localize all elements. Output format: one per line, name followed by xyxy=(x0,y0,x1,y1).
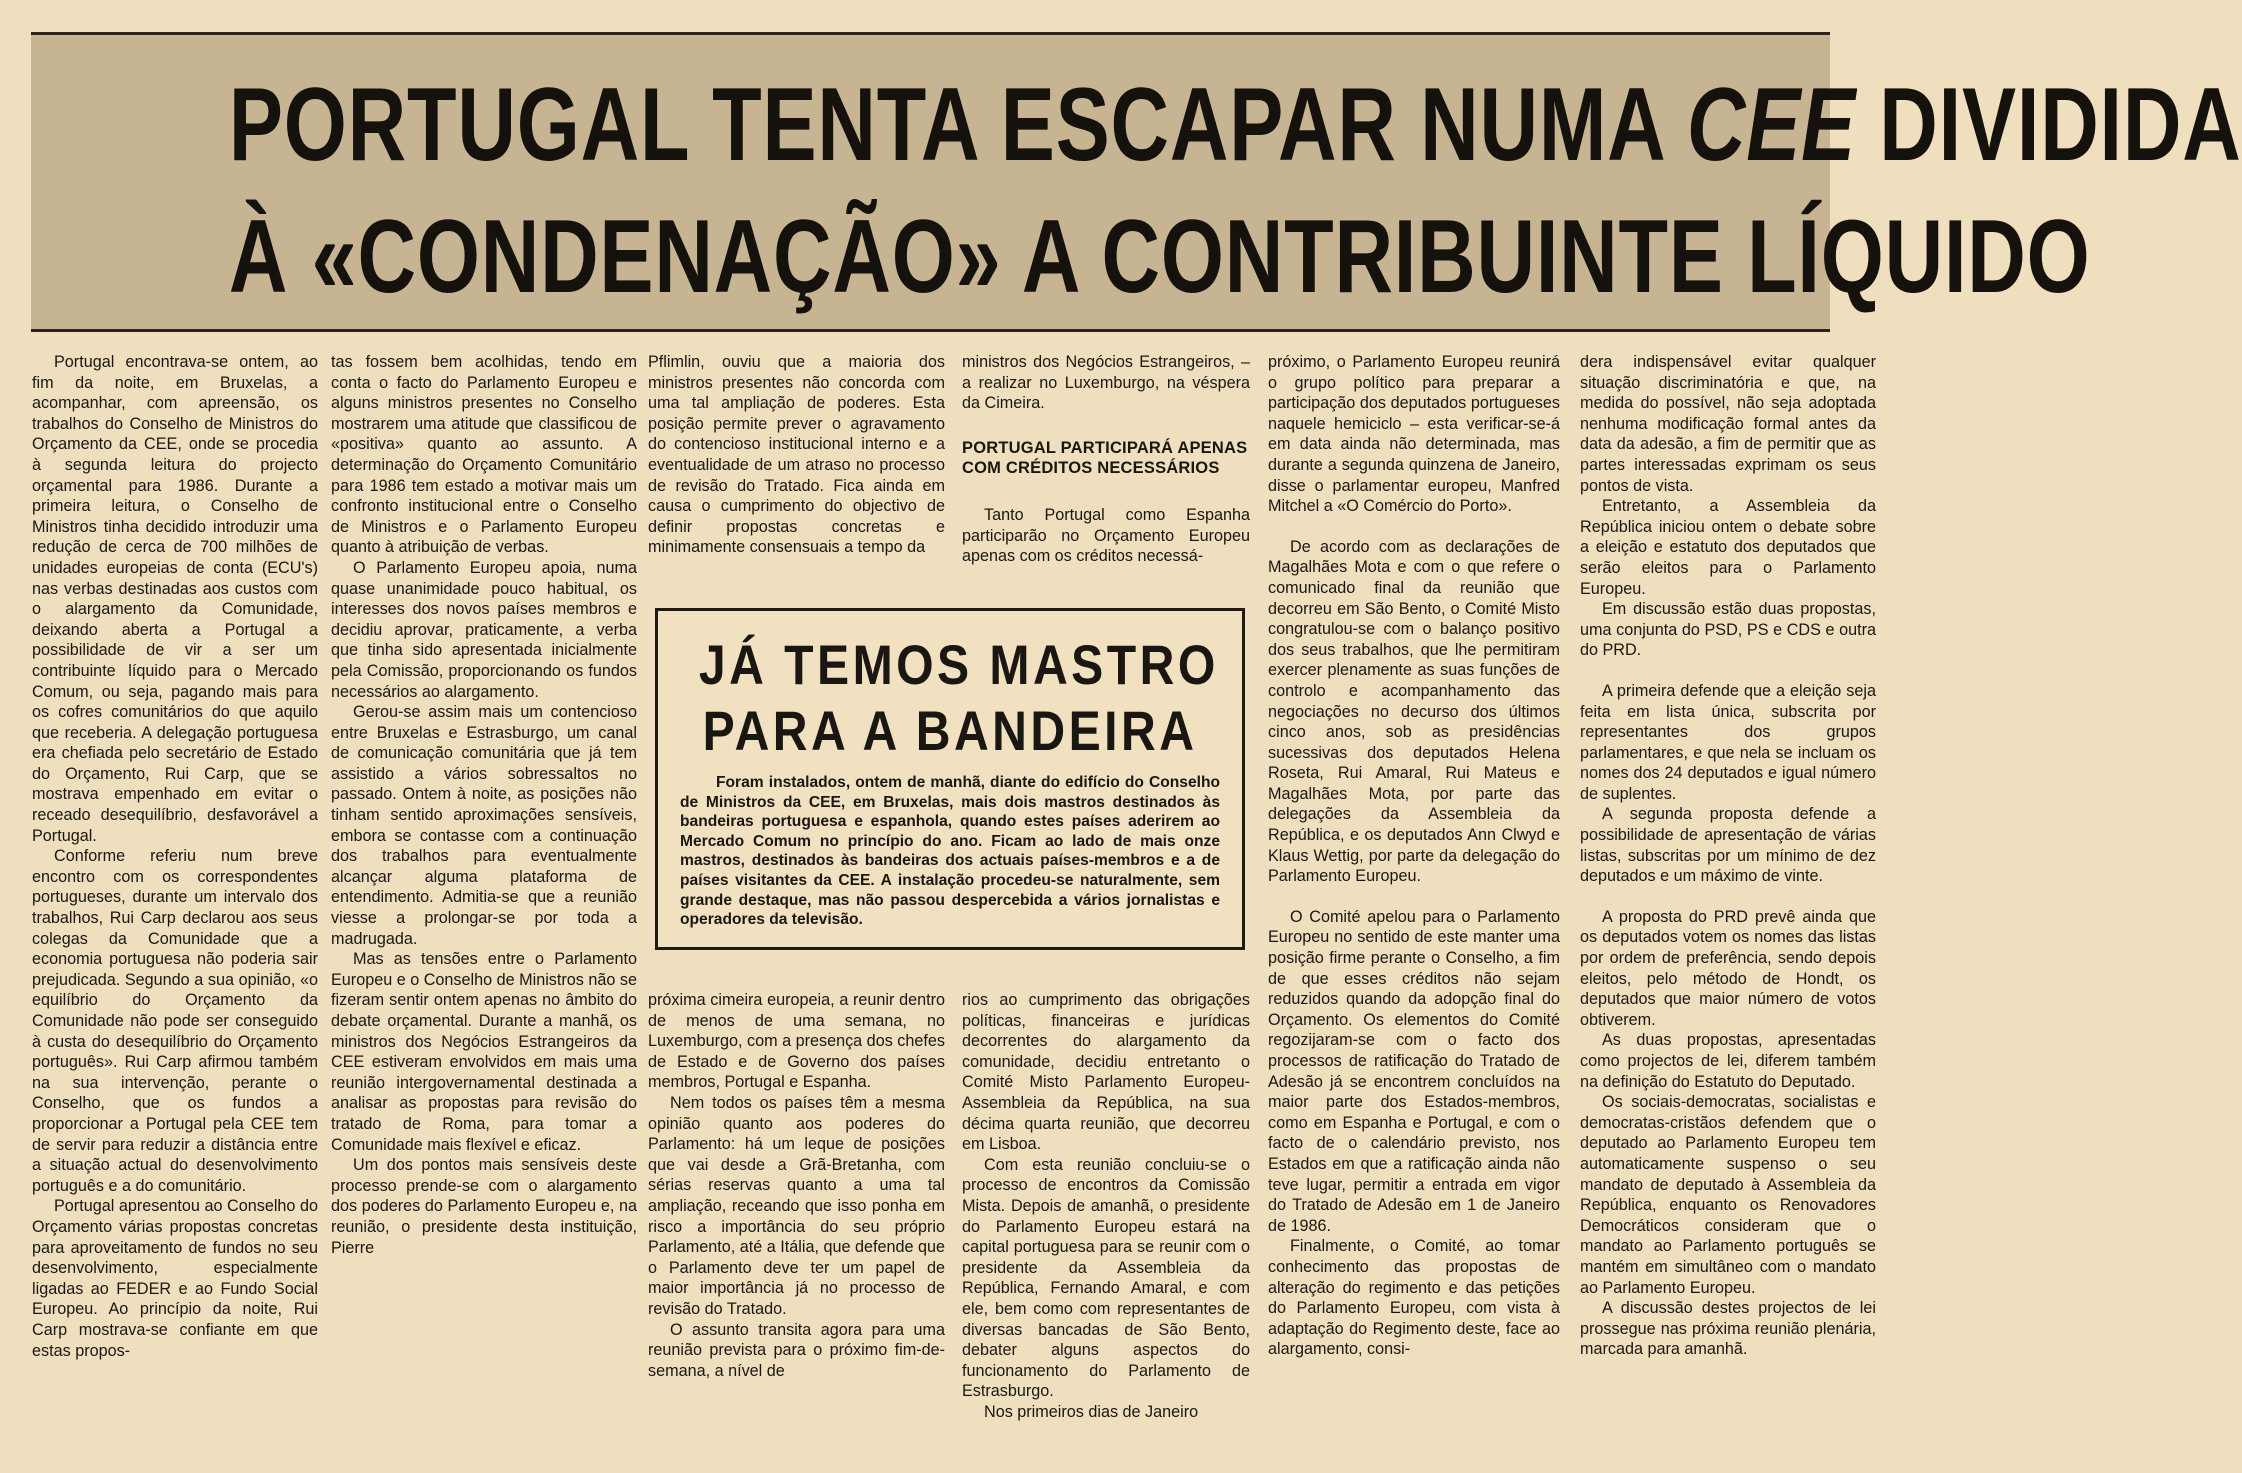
inset-title-line-2: PARA A BANDEIRA xyxy=(702,699,1198,762)
subheading: PORTUGAL PARTICIPARÁ APENAS COM CRÉDITOS NECESSÁRIOS xyxy=(962,438,1248,478)
inset-box xyxy=(655,608,1245,950)
article-column-2 xyxy=(331,352,637,1258)
inset-paragraph: Foram instalados, ontem de manhã, diante do edifício do Conselho de Ministros da CEE, em Bruxelas, mais dois mastros destinados às bandeiras portuguesa e espanhola, quando estes países aderirem ao Mercado Comum no princípio do ano. Ficam ao lado de mais onze mastros, destinados às bandeiras dos actuais países-membros e a de países visitantes da CEE. A instalação procedeu-se naturalmente, sem grande destaque, mas não passou despercebida a vários jornalistas e operadores da televisão. xyxy=(680,774,1220,929)
headline-line-2: À «CONDENAÇÃO» A CONTRIBUINTE LÍQUIDO xyxy=(228,199,2091,315)
paragraph: Tanto Portugal como Espanha participarão no Orçamento Europeu apenas com os créditos necessá- xyxy=(962,505,1250,566)
paragraph: ministros dos Negócios Estrangeiros, – a realizar no Luxemburgo, na véspera da Cimeira. xyxy=(962,353,1250,413)
paragraph: Nos primeiros dias de Janeiro xyxy=(984,1402,1199,1421)
headline-banner xyxy=(31,32,2242,332)
article-column-5 xyxy=(1268,352,1560,1360)
article-column-1 xyxy=(32,352,318,1361)
headline-line-1 xyxy=(228,67,2242,183)
inset-title-line-1: JÁ TEMOS MASTRO xyxy=(698,633,1219,696)
paragraph: De acordo com as declarações de Magalhães Mota e com o que refere o comunicado final da reunião que decorreu em São Bento, o Comité Misto congratulou-se com o balanço positivo dos seus trabalhos, que lhe permitiram exercer plenamente as suas funções de controlo e acompanhamento das negociações no decurso dos últimos cinco anos, sob as presidências sucessivas dos deputados Helena Roseta, Rui Amaral, Rui Mateus e Magalhães Mota, por parte das delegações da Assembleia da República, e os deputados Ann Clwyd e Klaus Wettig, por parte da delegação do Parlamento Europeu. xyxy=(1268,537,1560,886)
paragraph: Finalmente, o Comité, ao tomar conhecimento das propostas de alteração do regimento e das petições do Parlamento Europeu, com vista à adaptação do Regimento deste, face ao alargamento, consi- xyxy=(1268,1237,1560,1359)
article-column-3-bottom xyxy=(648,990,945,1381)
inset-body xyxy=(680,773,1220,930)
paragraph: Portugal encontrava-se ontem, ao fim da noite, em Bruxelas, a acompanhar, com apreensão, os trabalhos do Conselho de Ministros do Orçamento da CEE, onde se procedia à segunda leitura do projecto orçamental para 1986. Durante a primeira leitura, o Conselho de Ministros tinha decidido introduzir uma redução de cerca de 700 milhões de unidades europeias de conta (ECU's) nas verbas destinadas aos custos com o alargamento da Comunidade, deixando aberta a Portugal a possibilidade de vir a ser um contribuinte líquido para o Mercado Comum, ou seja, pagando mais para os cofres comunitários do que aquilo que receberia. A delegação portuguesa era chefiada pelo secretário de Estado do Orçamento, Rui Carp, que se mostrava empenhado em evitar o receado desequilíbrio, desfavorável a Portugal. xyxy=(32,353,318,845)
paragraph: rios ao cumprimento das obrigações políticas, financeiras e jurídicas decorrentes do alargamento da comunidade, decidiu entretanto o Comité Misto Parlamento Europeu-Assembleia da República, na sua décima quarta reunião, que decorreu em Lisboa. xyxy=(962,991,1250,1154)
paragraph: próxima cimeira europeia, a reunir dentro de menos de uma semana, no Luxemburgo, com a presença dos chefes de Estado e de Governo dos países membros, Portugal e Espanha. xyxy=(648,991,945,1092)
article-column-4-top xyxy=(962,352,1250,567)
paragraph: Em discussão estão duas propostas, uma conjunta do PSD, PS e CDS e outra do PRD. xyxy=(1580,600,1876,660)
paragraph: Gerou-se assim mais um contencioso entre Bruxelas e Estrasburgo, um canal de comunicação comunitária que já tem assistido a vários sobressaltos no passado. Ontem à noite, as posições não tinham sentido aproximações sensíveis, embora se contasse com a continuação dos trabalhos para eventualmente alcançar alguma plataforma de entendimento. Admitia-se que a reunião viesse a prolongar-se por toda a madrugada. xyxy=(331,703,637,948)
article-column-3-top xyxy=(648,352,945,558)
headline-text: PORTUGAL TENTA ESCAPAR NUMA xyxy=(228,67,1687,183)
headline-italic-cee: CEE xyxy=(1686,67,1856,183)
paragraph: A segunda proposta defende a possibilidade de apresentação de várias listas, subscritas por um mínimo de dez deputados e um máximo de vinte. xyxy=(1580,805,1876,886)
paragraph: Conforme referiu num breve encontro com os correspondentes portugueses, durante um intervalo dos trabalhos, Rui Carp declarou aos seus colegas da Comunidade que a economia portuguesa não poderia sair prejudicada. Segundo a sua opinião, «o equilíbrio do Orçamento da Comunidade não pode ser conseguido à custa do desequilíbrio do Orçamento português». Rui Carp afirmou também na sua intervenção, perante o Conselho, que os fundos a proporcionar a Portugal pela CEE tem de servir para reduzir a distância entre a situação actual do desenvolvimento português e a do comunitário. xyxy=(32,847,318,1195)
paragraph: A proposta do PRD prevê ainda que os deputados votem os nomes das listas por ordem de preferência, sendo depois eleitos, pelo método de Hondt, os deputados que maior número de votos obtiverem. xyxy=(1580,907,1876,1029)
paragraph: Um dos pontos mais sensíveis deste processo prende-se com o alargamento dos poderes do Parlamento Europeu e, na reunião, o presidente desta instituição, Pierre xyxy=(331,1156,637,1257)
paragraph: O Parlamento Europeu apoia, numa quase unanimidade pouco habitual, os interesses dos novos países membros e decidiu aprovar, praticamente, a verba que tinha sido apresentada inicialmente pela Comissão, proporcionando os fundos necessários ao alargamento. xyxy=(331,558,637,701)
headline-text: DIVIDIDA xyxy=(1855,67,2242,183)
paragraph: Nem todos os países têm a mesma opinião quanto aos poderes do Parlamento: há um leque de posições que vai desde a Grã-Bretanha, com sérias reservas quanto a uma tal ampliação, receando que isso ponha em risco a importância do seu próprio Parlamento, até a Itália, que defende que o Parlamento deve ter um papel de maior importância já no processo de revisão do Tratado. xyxy=(648,1093,945,1318)
article-column-6 xyxy=(1580,352,1876,1360)
article-column-4-bottom xyxy=(962,990,1250,1422)
paragraph: O Comité apelou para o Parlamento Europeu no sentido de este manter uma posição firme perante o Conselho, a fim de que esses créditos não sejam reduzidos quando da adopção final do Orçamento. Os elementos do Comité regozijaram-se com o facto dos processos de ratificação do Tratado de Adesão já se encontrem concluídos na maior parte dos Estados-membros, como em Espanha e Portugal, e com o facto de o calendário previsto, nos Estados em que a ratificação ainda não teve lugar, permitir a entrada em vigor do Tratado de Adesão em 1 de Janeiro de 1986. xyxy=(1268,907,1560,1235)
paragraph: Os sociais-democratas, socialistas e democratas-cristãos defendem que o deputado ao Parlamento Europeu tem automaticamente suspenso o seu mandato de deputado à Assembleia da República, enquanto os Renovadores Democráticos consideram que o mandato ao Parlamento português se mantém em simultâneo com o mandato ao Parlamento Europeu. xyxy=(1580,1093,1876,1297)
paragraph: dera indispensável evitar qualquer situação discriminatória e que, na medida do possível, não seja adoptada nenhuma modificação formal antes da data da adesão, a fim de permitir que as partes interessadas exprimam os seus pontos de vista. xyxy=(1580,353,1876,495)
paragraph: Mas as tensões entre o Parlamento Europeu e o Conselho de Ministros não se fizeram sentir ontem apenas no âmbito do debate orçamental. Durante a manhã, os ministros dos Negócios Estrangeiros da CEE estiveram envolvidos em mais uma reunião intergovernamental destinada a analisar as propostas para revisão do tratado de Roma, para tomar a Comunidade mais flexível e eficaz. xyxy=(331,950,637,1154)
paragraph: Entretanto, a Assembleia da República iniciou ontem o debate sobre a eleição e estatuto dos deputados que serão eleitos para o Parlamento Europeu. xyxy=(1580,497,1876,598)
paragraph: Pflimlin, ouviu que a maioria dos ministros presentes não concorda com uma tal ampliação de poderes. Esta posição permite prever o agravamento do contencioso institucional interno e a eventualidade de um atraso no processo de revisão do Tratado. Fica ainda em causa o cumprimento do objectivo de definir propostas concretas e minimamente consensuais a tempo da xyxy=(648,353,945,557)
paragraph: Com esta reunião concluiu-se o processo de encontros da Comissão Mista. Depois de amanhã, o presidente do Parlamento Europeu estará na capital portuguesa para se reunir com o presidente da Assembleia da República, Fernando Amaral, e com ele, bem como com representantes de diversas bancadas de São Bento, debater alguns aspectos do funcionamento do Parlamento de Estrasburgo. xyxy=(962,1155,1250,1401)
paragraph: A discussão destes projectos de lei prossegue nas próxima reunião plenária, marcada para amanhã. xyxy=(1580,1299,1876,1359)
paragraph: O assunto transita agora para uma reunião prevista para o próximo fim-de-semana, a nível de xyxy=(648,1320,945,1380)
paragraph: próximo, o Parlamento Europeu reunirá o grupo político para preparar a participação dos deputados portugueses naquele hemiciclo – esta verificar-se-á em data ainda não determinada, mas durante a segunda quinzena de Janeiro, disse o parlamentar europeu, Manfred Mitchel a «O Comércio do Porto». xyxy=(1268,353,1560,516)
paragraph: A primeira defende que a eleição seja feita em lista única, subscrita por representantes dos grupos parlamentares, e que nela se incluam os nomes dos 24 deputados e igual número de suplentes. xyxy=(1580,681,1876,803)
paragraph: As duas propostas, apresentadas como projectos de lei, diferem também na definição do Estatuto do Deputado. xyxy=(1580,1031,1876,1091)
paragraph: tas fossem bem acolhidas, tendo em conta o facto do Parlamento Europeu e alguns ministros presentes no Conselho mostrarem uma atitude que classificou de «positiva» quanto ao assunto. A determinação do Orçamento Comunitário para 1986 tem estado a motivar mais um confronto institucional entre o Conselho de Ministros e o Parlamento Europeu quanto à atribuição de verbas. xyxy=(331,353,637,557)
paragraph: Portugal apresentou ao Conselho do Orçamento várias propostas concretas para aproveitamento de fundos no seu desenvolvimento, especialmente ligadas ao FEDER e ao Fundo Social Europeu. Ao princípio da noite, Rui Carp mostrava-se confiante em que estas propos- xyxy=(32,1197,318,1360)
